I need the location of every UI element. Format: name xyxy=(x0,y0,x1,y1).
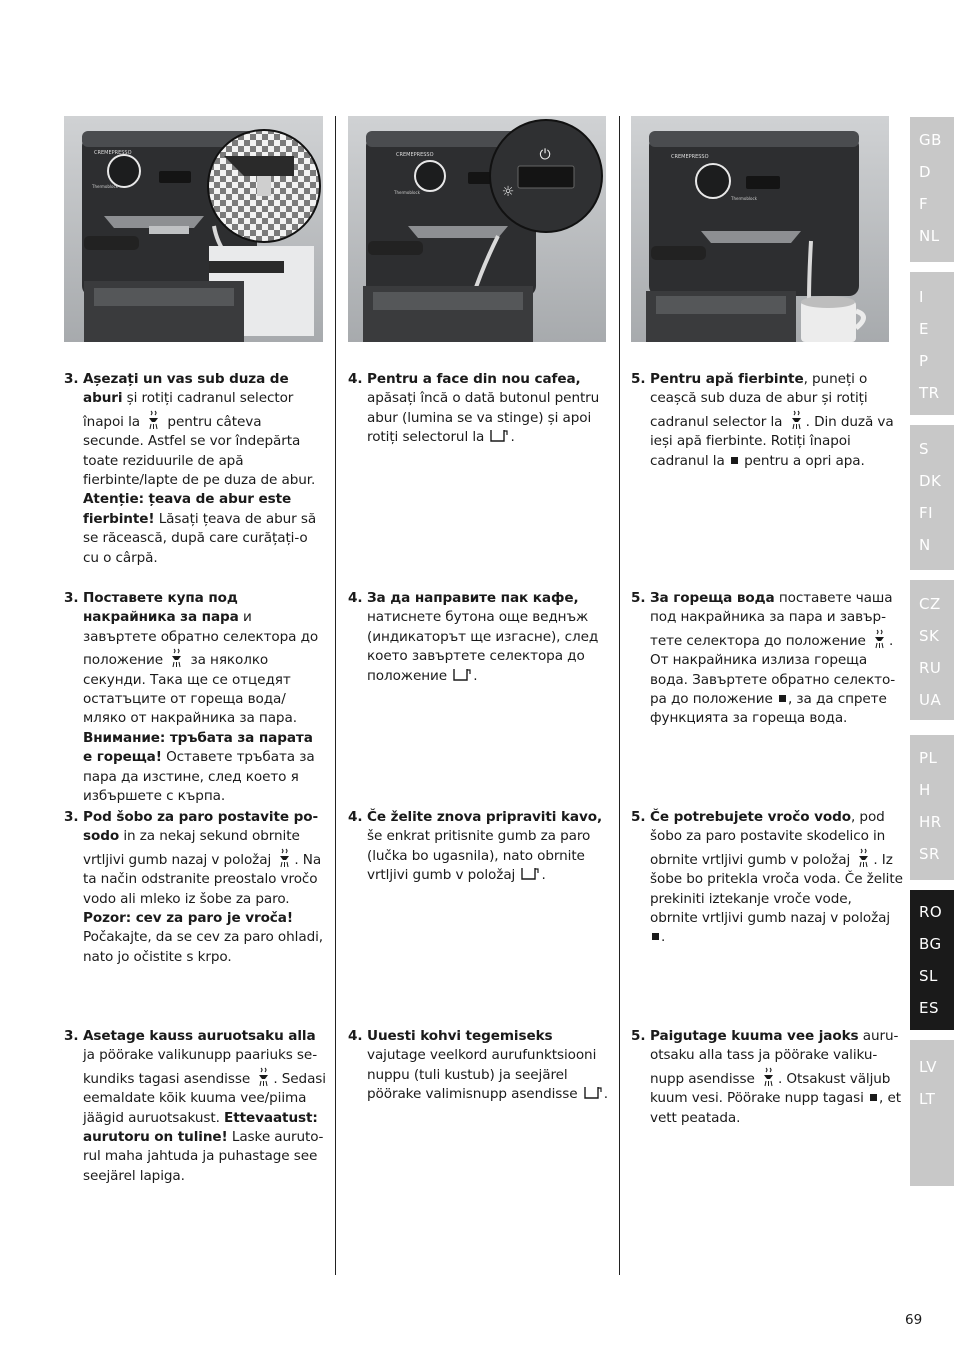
lang-code: DK xyxy=(919,472,942,490)
step-text: pentru a opri apa. xyxy=(739,452,865,469)
step-4-bg xyxy=(348,589,610,686)
step-number: 3. xyxy=(64,1028,79,1044)
steam-dial-icon xyxy=(169,647,184,669)
step-text: Počakajte, da se cev za paro ohladi, nato jo očistite s krpo. xyxy=(83,929,323,965)
step-text: apăsați încă o dată butonul pentru abur (lumina se va stinge) și apoi rotiți selectorul la xyxy=(367,390,600,446)
lang-code: SK xyxy=(919,627,940,645)
lang-code: E xyxy=(919,320,929,338)
svg-text:CREMEPRESSO: CREMEPRESSO xyxy=(94,150,132,156)
step-text: in za nekaj sekund obrnite vrtljivi gumb nazaj v položaj xyxy=(83,828,300,868)
step-number: 4. xyxy=(348,371,363,387)
step-5-ro xyxy=(631,370,903,471)
step-heading: Uuesti kohvi tegemiseks xyxy=(367,1028,553,1044)
step-number: 4. xyxy=(348,1028,363,1044)
espresso-machine-illustration xyxy=(64,116,323,342)
photo-coffee-again xyxy=(348,116,606,342)
step-heading: Поставете купа под накрайника за пара xyxy=(83,590,239,626)
step-text: , et vett peatada. xyxy=(650,1090,901,1126)
column-divider xyxy=(619,116,620,1275)
svg-text:⏻: ⏻ xyxy=(539,147,551,163)
stop-square-icon xyxy=(870,1094,877,1101)
step-number: 5. xyxy=(631,1028,646,1044)
step-text: Оставете тръбата за пара да изстине, след което я избършете с кърпа. xyxy=(83,749,315,805)
step-number: 5. xyxy=(631,590,646,606)
step-number: 3. xyxy=(64,590,79,606)
svg-text:Thermoblock: Thermoblock xyxy=(92,184,118,189)
step-3-bg xyxy=(64,589,326,806)
steam-dial-icon xyxy=(872,628,887,650)
lang-code: P xyxy=(919,352,929,370)
coffee-cup-icon xyxy=(453,667,471,682)
step-heading: Paigutage kuuma vee jaoks xyxy=(650,1028,859,1044)
step-number: 4. xyxy=(348,590,363,606)
step-5-es xyxy=(631,1027,903,1128)
step-text: . xyxy=(603,1086,608,1103)
steam-dial-icon xyxy=(761,1066,776,1088)
step-heading: Pentru a face din nou cafea, xyxy=(367,371,581,387)
step-number: 5. xyxy=(631,809,646,825)
step-text: , за да спрете функцията за гореща вода. xyxy=(650,691,887,727)
step-warning: Pozor: cev za paro je vroča! xyxy=(83,910,293,927)
step-text: за няколко секунди. Така ще се отцедят остатъците от гореща вода/мляко от накрайника за пара. xyxy=(83,652,297,727)
step-warning: Atenție: țeava de abur este fierbinte! xyxy=(83,491,292,527)
step-text: . xyxy=(510,429,515,446)
espresso-machine-illustration xyxy=(348,116,606,342)
steam-dial-icon xyxy=(789,409,804,431)
step-text: натиснете бутона още веднъж (индикаторът ще изгасне), след което завъртете селектора до положение xyxy=(367,609,599,684)
step-3-ro xyxy=(64,370,326,568)
step-heading: Če potrebujete vročo vodo xyxy=(650,809,851,825)
coffee-cup-icon xyxy=(521,866,539,881)
step-text: Laske aurutorul maha jahtuda ja puhastage see seejärel lapiga. xyxy=(83,1129,324,1184)
steam-dial-icon xyxy=(277,847,292,869)
step-number: 4. xyxy=(348,809,363,825)
step-heading: Če želite znova pripraviti kavo, xyxy=(367,809,603,825)
step-text: . От накрайника излиза гореща вода. Завъртете обратно селектора до положение xyxy=(650,632,896,708)
step-text: și rotiți cadranul selector înapoi la xyxy=(83,390,294,430)
lang-tab-gb-d-f-nl[interactable] xyxy=(910,117,954,262)
lang-code: UA xyxy=(919,691,942,709)
step-heading: Așezați un vas sub duza de aburi xyxy=(83,371,289,407)
step-text: . Sedasi eemaldate kõik kuuma vee/piima jäägid auruotsakust. xyxy=(83,1070,326,1126)
steam-dial-icon xyxy=(146,409,161,431)
svg-text:CREMEPRESSO: CREMEPRESSO xyxy=(396,152,434,158)
lang-code: F xyxy=(919,195,929,213)
lang-code: BG xyxy=(919,935,942,953)
lang-code: SL xyxy=(919,967,938,985)
step-warning: Внимание: тръбата за парата е гореща! xyxy=(83,729,313,766)
svg-text:Thermoblock: Thermoblock xyxy=(731,196,757,201)
stop-square-icon xyxy=(779,695,786,702)
lang-code: H xyxy=(919,781,931,799)
step-text: , pod šobo za paro postavite skodelico in obrnite vrtljivi gumb v položaj xyxy=(650,809,886,868)
lang-code: ES xyxy=(919,999,939,1017)
coffee-cup-icon xyxy=(584,1085,602,1100)
step-text: vajutage veelkord aurufunktsiooni nuppu (tuli kustub) ja seejärel pöörake valimisnupp asendisse xyxy=(367,1047,597,1103)
lang-tab-cz-sk-ru-ua[interactable] xyxy=(910,580,954,720)
lang-tab-s-dk-fi-n[interactable] xyxy=(910,425,954,570)
step-text: še enkrat pritisnite gumb za paro (lučka bo ugasnila), nato obrnite vrtljivi gumb v položaj xyxy=(367,828,591,884)
lang-code: GB xyxy=(919,131,942,149)
step-5-bg xyxy=(631,589,903,729)
step-number: 5. xyxy=(631,371,646,387)
lang-code: NL xyxy=(919,227,940,245)
stop-square-icon xyxy=(731,457,738,464)
lang-code: PL xyxy=(919,749,938,767)
lang-code: TR xyxy=(919,384,940,402)
lang-tab-lv-lt[interactable] xyxy=(910,1040,954,1186)
svg-text:CREMEPRESSO: CREMEPRESSO xyxy=(671,154,709,160)
lang-tab-i-e-p-tr[interactable] xyxy=(910,272,954,415)
step-text: auruotsaku alla tass ja pöörake valikunupp asendisse xyxy=(650,1028,899,1087)
coffee-cup-icon xyxy=(490,428,508,443)
lang-code: N xyxy=(919,536,931,554)
step-text: . Na ta način odstranite preostalo vročo vodo ali mleko iz šobe za paro. xyxy=(83,851,322,907)
step-text: поставете чаша под накрайника за пара и завъртете селектора до положение xyxy=(650,590,893,649)
photo-steam-nozzle-cleaning xyxy=(64,116,323,342)
page-number: 69 xyxy=(905,1312,923,1328)
photo-hot-water xyxy=(631,116,889,342)
step-heading: Pentru apă fierbinte xyxy=(650,371,804,387)
step-heading: Pod šobo za paro postavite posodo xyxy=(83,809,319,845)
lang-code: LT xyxy=(919,1090,936,1108)
lang-tab-ro-bg-sl-es-active[interactable] xyxy=(910,890,954,1030)
lang-code: RU xyxy=(919,659,942,677)
lang-code: SR xyxy=(919,845,940,863)
step-3-es xyxy=(64,1027,326,1186)
step-4-ro xyxy=(348,370,610,448)
steam-dial-icon xyxy=(856,847,871,869)
step-text: pentru câteva secunde. Astfel se vor îndepărta toate reziduurile de apă fierbinte/lapte de pe duza de abur. xyxy=(83,413,316,489)
step-text: ja pöörake valikunupp paariuks sekundiks tagasi asendisse xyxy=(83,1047,318,1087)
step-text: Lăsați țeava de abur să se răcească, după care curățați-o cu o cârpă. xyxy=(83,510,317,566)
step-4-sl xyxy=(348,808,610,886)
step-heading: Asetage kauss auruotsaku alla xyxy=(83,1028,316,1044)
step-4-es xyxy=(348,1027,610,1105)
lang-code: CZ xyxy=(919,595,941,613)
step-text: . xyxy=(541,867,546,884)
step-heading: За гореща вода xyxy=(650,590,775,606)
step-warning: Ettevaatust: aurutoru on tuline! xyxy=(83,1109,318,1146)
step-text: и завъртете обратно селектора до положение xyxy=(83,609,319,669)
stop-square-icon xyxy=(652,933,659,940)
step-text: . Otsakust väljub kuum vesi. Pöörake nupp tagasi xyxy=(650,1070,891,1107)
lang-code: RO xyxy=(919,903,943,921)
lang-code: LV xyxy=(919,1058,937,1076)
column-divider xyxy=(335,116,336,1275)
svg-text:Thermoblock: Thermoblock xyxy=(394,190,420,195)
lang-code: S xyxy=(919,440,930,458)
step-text: . xyxy=(661,929,666,946)
espresso-machine-illustration xyxy=(631,116,889,342)
lang-tab-pl-h-hr-sr[interactable] xyxy=(910,735,954,880)
step-number: 3. xyxy=(64,371,79,387)
lang-code: HR xyxy=(919,813,942,831)
lang-code: I xyxy=(919,288,924,306)
step-text: , puneți o ceașcă sub duza de abur și rotiți cadranul selector la xyxy=(650,371,868,430)
svg-text:☼: ☼ xyxy=(501,184,515,200)
step-text: . xyxy=(473,667,478,684)
steam-dial-icon xyxy=(256,1066,271,1088)
step-text: . Iz šobe bo pritekla vroča voda. Če želite prekiniti iztekanje vroče vode, obrnite vrtljivi gumb nazaj v položaj xyxy=(650,851,903,927)
step-heading: За да направите пак кафе, xyxy=(367,590,579,606)
step-text: . Din duză va ieși apă fierbinte. Rotiți înapoi cadranul la xyxy=(650,413,894,469)
step-number: 3. xyxy=(64,809,79,825)
lang-code: D xyxy=(919,163,932,181)
lang-code: FI xyxy=(919,504,934,522)
step-5-sl xyxy=(631,808,903,948)
step-3-sl xyxy=(64,808,326,967)
